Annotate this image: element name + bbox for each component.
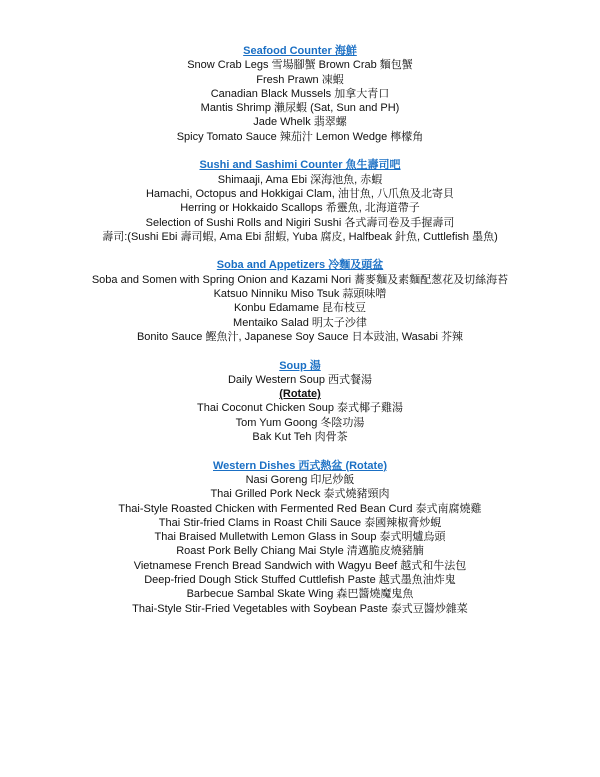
sub-heading: (Rotate): [279, 388, 321, 401]
menu-item: 壽司:(Sushi Ebi 壽司蝦, Ama Ebi 甜蝦, Yuba 腐皮, Halfbeak 針魚, Cuttlefish 墨魚): [102, 230, 498, 243]
menu-section: [0, 158, 600, 244]
menu-item: Hamachi, Octopus and Hokkigai Clam, 油甘魚, 八爪魚及北寄貝: [145, 187, 455, 200]
section-heading: Western Dishes 西式熱盆 (Rotate): [213, 459, 387, 472]
menu-section: [0, 459, 600, 616]
menu-item: Roast Pork Belly Chiang Mai Style 清邁脆皮燒豬腩: [176, 545, 424, 558]
menu-item: Shimaaji, Ama Ebi 深海池魚, 赤蝦: [217, 173, 383, 186]
menu-item: Snow Crab Legs 雪場腳蟹 Brown Crab 麵包蟹: [187, 59, 413, 72]
menu-item: Daily Western Soup 西式餐湯: [227, 373, 373, 386]
menu-item: Thai Grilled Pork Neck 泰式燒豬頸肉: [210, 488, 390, 501]
menu-item: Thai Stir-fried Clams in Roast Chili Sauce 泰國辣椒膏炒蜆: [158, 516, 442, 529]
menu-item: Thai-Style Roasted Chicken with Fermented Red Bean Curd 泰式南腐燒雞: [118, 502, 482, 515]
menu-item: Thai-Style Stir-Fried Vegetables with Soybean Paste 泰式豆醬炒雜菜: [132, 602, 468, 615]
menu-item: Canadian Black Mussels 加拿大青口: [210, 87, 390, 100]
menu-item: Soba and Somen with Spring Onion and Kazami Nori 蕎麥麵及素麵配葱花及切絲海苔: [91, 273, 509, 286]
menu-item: Vietnamese French Bread Sandwich with Wagyu Beef 越式和牛法包: [133, 559, 467, 572]
menu-item: Thai Braised Mulletwith Lemon Glass in Soup 泰式明爐烏頭: [154, 531, 446, 544]
menu-section: [0, 359, 600, 445]
menu-item: Mantis Shrimp 瀨尿蝦 (Sat, Sun and PH): [200, 102, 400, 115]
menu-item: Jade Whelk 翡翠螺: [253, 116, 347, 129]
menu-item: Mentaiko Salad 明太子沙律: [233, 316, 367, 329]
menu-item: Spicy Tomato Sauce 辣茄汁 Lemon Wedge 檸檬角: [176, 130, 424, 143]
menu-section: [0, 44, 600, 144]
menu-item: Herring or Hokkaido Scallops 希靈魚, 北海道帶子: [180, 202, 420, 215]
menu-item: Barbecue Sambal Skate Wing 森巴醬燒魔鬼魚: [186, 588, 414, 601]
menu-item: Bak Kut Teh 肉骨茶: [252, 431, 348, 444]
menu-item: Selection of Sushi Rolls and Nigiri Sushi 各式壽司卷及手握壽司: [145, 216, 455, 229]
section-heading: Soba and Appetizers 冷麵及頭盆: [216, 259, 384, 272]
menu-item: Deep-fried Dough Stick Stuffed Cuttlefish Paste 越式墨魚油炸鬼: [144, 573, 456, 586]
menu-item: Thai Coconut Chicken Soup 泰式椰子雞湯: [196, 402, 404, 415]
menu-section: [0, 258, 600, 344]
menu-item: Konbu Edamame 昆布枝豆: [233, 302, 367, 315]
menu-item: Tom Yum Goong 冬陰功湯: [235, 416, 365, 429]
section-heading: Seafood Counter 海鮮: [243, 45, 357, 57]
section-heading: Sushi and Sashimi Counter 魚生壽司吧: [199, 159, 401, 172]
menu-item: Nasi Goreng 印尼炒飯: [245, 473, 355, 486]
menu-item: Fresh Prawn 凍蝦: [256, 73, 344, 86]
menu-item: Bonito Sauce 鰹魚汁, Japanese Soy Sauce 日本豉油, Wasabi 芥辣: [136, 330, 464, 343]
menu-item: Katsuo Ninniku Miso Tsuk 蒜頭味噌: [213, 288, 387, 301]
section-heading: Soup 湯: [279, 359, 321, 372]
